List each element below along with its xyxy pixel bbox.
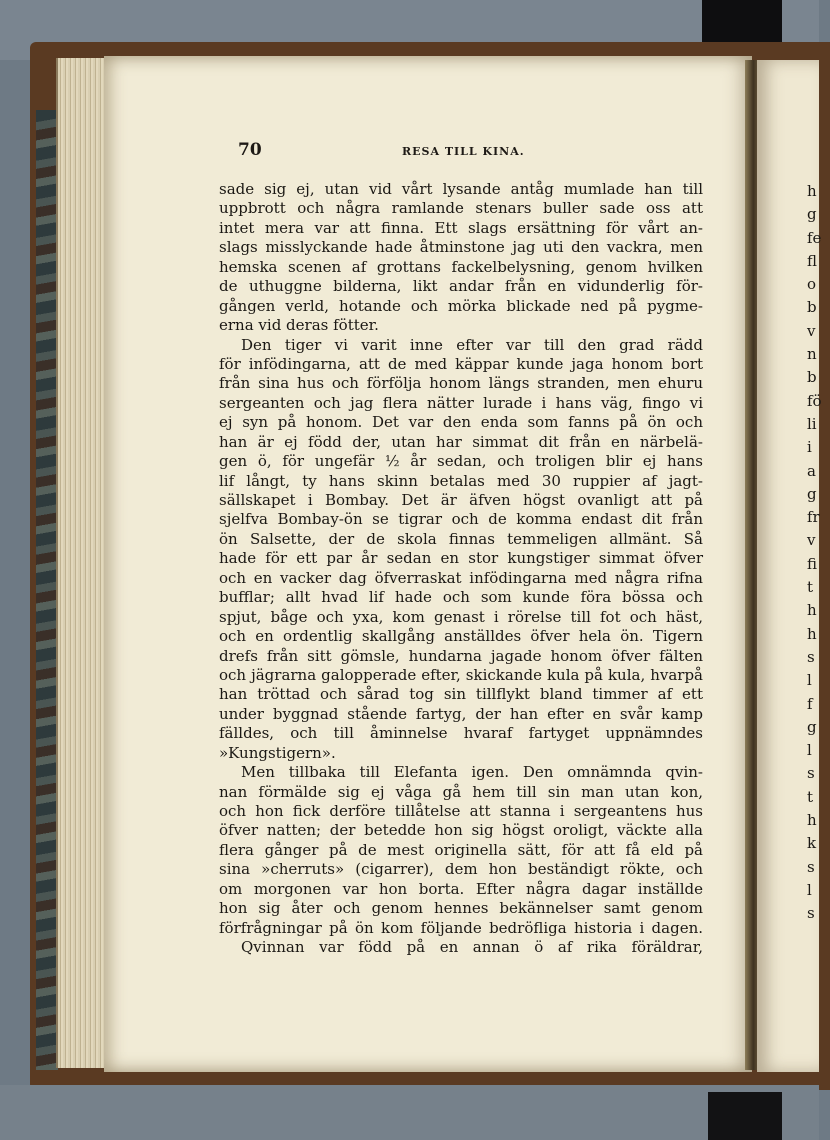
text-line: och en vacker dag öfverraskat infödingarna med några rifna	[219, 568, 703, 587]
text-line: från sina hus och förfölja honom längs stranden, men ehuru	[219, 374, 703, 393]
next-page-fragment: g	[807, 484, 817, 503]
next-page-fragment: s	[807, 904, 815, 923]
marbled-cover-edge	[36, 110, 58, 1070]
page-number: 70	[238, 140, 262, 160]
next-page-fragment: b	[807, 368, 817, 387]
text-line: sällskapet i Bombay. Det är äfven högst ovanligt att på	[219, 491, 703, 509]
text-line: flera gånger på de mest originella sätt, för att få eld på	[219, 840, 703, 859]
next-page-fragment: l	[807, 880, 812, 899]
text-line: och en ordentlig skallgång anställdes öfver hela ön. Tigern	[219, 627, 703, 646]
text-line: nan förmälde sig ej våga gå hem till sin man utan kon,	[219, 782, 703, 801]
dark-strip-bottom	[708, 1092, 782, 1140]
text-line: förfrågningar på ön kom följande bedröfliga historia i dagen.	[219, 918, 703, 937]
text-line: ön Salsette, der de skola finnas temmeligen allmänt. Så	[219, 529, 703, 548]
text-line: han tröttad och sårad tog sin tillflykt bland timmer af ett	[219, 685, 703, 704]
next-page-fragment: v	[807, 531, 816, 550]
text-line: lif långt, ty hans skinn betalas med 30 ruppier af jagt-	[219, 471, 703, 490]
text-line: sade sig ej, utan vid vårt lysande antåg mumlade han till	[219, 180, 703, 198]
text-line: gen ö, för ungefär ½ år sedan, och troligen blir ej hans	[219, 452, 703, 471]
text-line: sina »cherruts» (cigarrer), dem hon beständigt rökte, och	[219, 860, 703, 879]
next-page-fragment: h	[807, 811, 817, 830]
text-line: erna vid deras fötter.	[219, 316, 379, 335]
text-line: spjut, båge och yxa, kom genast i rörelse till fot och häst,	[219, 607, 703, 626]
next-page-fragment: a	[807, 461, 816, 480]
next-page-fragment: h	[807, 624, 817, 643]
next-page-fragment: li	[807, 414, 817, 433]
next-page-fragment: k	[807, 834, 817, 853]
text-line: drefs från sitt gömsle, hundarna jagade honom öfver fälten	[219, 646, 703, 665]
text-line: hon sig åter och genom hennes bekännelser samt genom	[219, 899, 703, 918]
next-page-fragment: fe	[807, 228, 822, 247]
next-page-fragment: s	[807, 764, 815, 783]
text-line: Qvinnan var född på en annan ö af rika föräldrar,	[241, 938, 703, 957]
text-line: och jägrarna galopperade efter, skickande kula på kula, hvarpå	[219, 665, 703, 684]
next-page-fragment: t	[807, 578, 814, 597]
background-bottom	[0, 1085, 819, 1140]
page-edges	[56, 58, 110, 1068]
text-line: hade för ett par år sedan en stor kungstiger simmat öfver	[219, 549, 703, 568]
text-line: sjelfva Bombay-ön se tigrar och de komma endast dit från	[219, 510, 703, 529]
next-page-fragment: b	[807, 298, 817, 317]
next-page-fragment: s	[807, 647, 815, 666]
text-line: hemska scenen af grottans fackelbelysning, genom hvilken	[219, 257, 703, 276]
text-line: slags misslyckande hade åtminstone jag uti den vackra, men	[219, 238, 703, 257]
text-line: för infödingarna, att de med käppar kunde jaga honom bort	[219, 354, 703, 373]
text-line: de uthuggne bilderna, likt andar från en vidunderlig för-	[219, 277, 703, 296]
next-page-fragment: f	[807, 694, 813, 713]
next-page-fragment: fr	[807, 508, 820, 527]
next-page-fragment: h	[807, 601, 817, 620]
text-line: han är ej född der, utan har simmat dit från en närbelä-	[219, 432, 703, 451]
text-line: öfver natten; der betedde hon sig högst oroligt, väckte alla	[219, 821, 703, 840]
next-page-fragment: fi	[807, 554, 818, 573]
running-title: RESA TILL KINA.	[402, 145, 525, 158]
page-header	[238, 140, 704, 162]
text-line: om morgonen var hon borta. Efter några dagar inställde	[219, 879, 703, 898]
next-page-fragment: o	[807, 275, 817, 294]
next-page-fragment: i	[807, 438, 812, 457]
text-line: under byggnad stående fartyg, der han efter en svår kamp	[219, 704, 703, 723]
next-page-fragment: s	[807, 857, 815, 876]
text-line: bufflar; allt hvad lif hade och som kunde föra bössa och	[219, 588, 703, 607]
next-page-fragment: v	[807, 321, 816, 340]
next-page-fragment: g	[807, 205, 817, 224]
text-line: »Kungstigern».	[219, 743, 336, 762]
next-page-fragment: fl	[807, 251, 818, 270]
next-page-fragment: fö	[807, 391, 822, 410]
next-page-fragment: n	[807, 345, 817, 364]
text-line: intet mera var att finna. Ett slags ersättning för vårt an-	[219, 218, 703, 237]
next-page-text	[807, 180, 827, 926]
next-page-fragment: t	[807, 787, 814, 806]
next-page-fragment: l	[807, 671, 812, 690]
next-page-fragment: h	[807, 182, 817, 200]
text-line: Den tiger vi varit inne efter var till den grad rädd	[241, 335, 703, 354]
text-line: uppbrott och några ramlande stenars buller sade oss att	[219, 199, 703, 218]
text-line: ej syn på honom. Det var den enda som fanns på ön och	[219, 413, 703, 432]
text-line: fälldes, och till åminnelse hvaraf fartyget uppnämndes	[219, 724, 703, 743]
body-text	[219, 180, 703, 958]
text-line: Men tillbaka till Elefanta igen. Den omnämnda qvin-	[241, 763, 703, 782]
text-line: sergeanten och jag flera nätter lurade i hans väg, fingo vi	[219, 393, 703, 412]
right-page-edge	[757, 60, 822, 1072]
next-page-fragment: g	[807, 717, 817, 736]
next-page-fragment: l	[807, 741, 812, 760]
text-line: och hon fick derföre tillåtelse att stanna i sergeantens hus	[219, 802, 703, 820]
text-line: gången verld, hotande och mörka blickade ned på pygme-	[219, 296, 703, 315]
